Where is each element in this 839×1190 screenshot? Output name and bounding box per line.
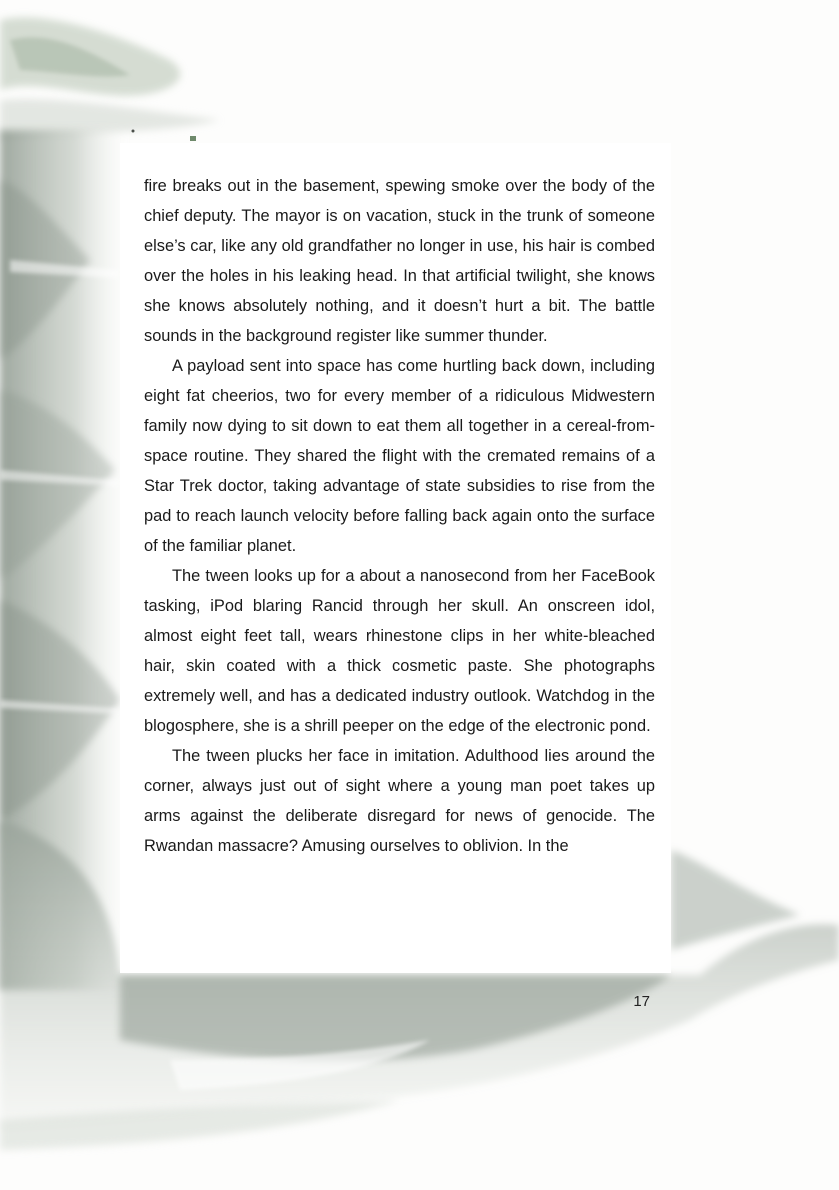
body-text: [144, 171, 655, 861]
paragraph-1: fire breaks out in the basement, spewing smoke over the body of the chief deputy. The mayor is on vacation, stuck in the trunk of someone else’s car, like any old grandfather no longer in use, his hair is combed over the holes in his leaking head. In that artificial twilight, she knows she knows absolutely nothing, and it doesn’t hurt a bit. The battle sounds in the background register like summer thunder.: [144, 177, 655, 345]
paragraph-3: The tween looks up for a about a nanosecond from her FaceBook tasking, iPod blaring Rancid through her skull. An onscreen idol, almost eight feet tall, wears rhinestone clips in her white-bleached hair, skin coated with a thick cosmetic paste. She photographs extremely well, and has a dedicated industry outlook. Watchdog in the blogosphere, she is a shrill peeper on the edge of the electronic pond.: [144, 567, 655, 735]
paragraph-4: The tween plucks her face in imitation. Adulthood lies around the corner, always just out of sight where a young man poet takes up arms against the deliberate disregard for news of genocide. The Rwandan massacre? Amusing ourselves to oblivion. In the: [144, 747, 655, 855]
page-number: 17: [633, 993, 650, 1010]
paragraph-2: A payload sent into space has come hurtling back down, including eight fat cheerios, two for every member of a ridiculous Midwestern family now dying to sit down to eat them all together in a cereal-from-space routine. They shared the flight with the cremated remains of a Star Trek doctor, taking advantage of state subsidies to rise from the pad to reach launch velocity before falling back again onto the surface of the familiar planet.: [144, 357, 655, 555]
